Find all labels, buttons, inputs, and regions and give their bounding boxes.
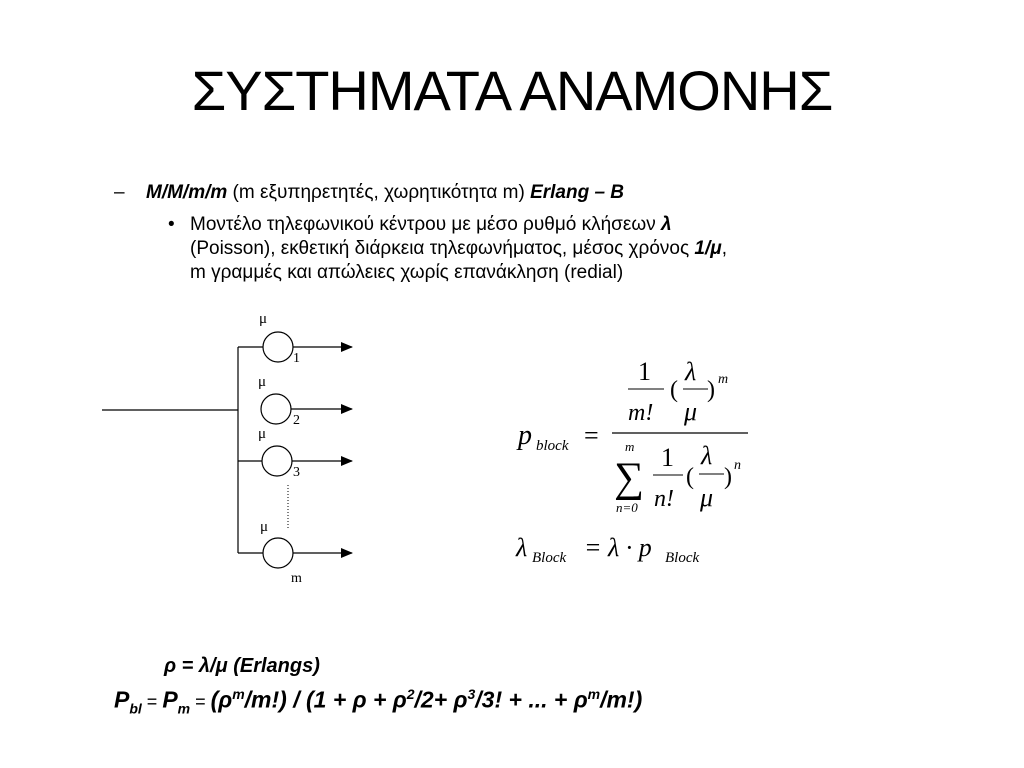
right-paren: ) [707,377,715,403]
details-line2: (Poisson), εκθετική διάρκεια τηλεφωνήματος, μέσος χρόνος [190,238,695,259]
superscript-m: m [232,686,245,702]
server-label: m [291,571,302,586]
sum-upper-limit: m [625,439,635,454]
lambda-symbol: λ [661,214,672,235]
inverse-mu: 1/μ [694,238,722,259]
mu-symbol: μ [700,483,714,512]
right-paren: ) [724,464,732,490]
exponent-m: m [718,372,729,387]
expr-part: /m!) / (1 + ρ + ρ [244,686,407,713]
mu-symbol: μ [684,397,698,426]
m-subscript: m [177,700,191,717]
p-bl-symbol: P [114,686,130,713]
superscript-2: 2 [406,686,415,702]
superscript-3: 3 [467,686,476,702]
details-line3: m γραμμές και απώλειες χωρίς επανάκληση (redial) [190,262,624,283]
block-subscript: block [536,438,569,454]
exponent-n: n [734,458,741,473]
equals-sign: = [141,691,163,712]
details-line1: Μοντέλο τηλεφωνικού κέντρου με μέσο ρυθμό κλήσεων [190,214,661,235]
lambda-block-rhs: = λ · p [584,533,652,562]
model-description: (m εξυπηρετητές, χωρητικότητα m) [227,182,531,203]
equals-sign: = [190,691,211,712]
lambda-symbol: λ [685,357,697,386]
left-paren: ( [686,464,694,490]
comma: , [721,238,728,259]
service-rate: μ [260,519,269,535]
service-rate: μ [258,374,267,390]
lambda-symbol: λ [701,441,713,470]
blocking-probability-formula [114,686,642,716]
dash-marker: – [114,182,125,203]
server-label: 3 [293,465,300,480]
server-label: 2 [293,413,300,428]
slide-title: ΣΥΣΤΗΜΑΤΑ ΑΝΑΜΟΝΗΣ [191,59,833,122]
model-name: Erlang – B [530,182,625,203]
numerator-one: 1 [638,357,651,386]
server-label: 1 [293,351,300,366]
m-factorial: m! [628,400,654,426]
expr-part: /3! + ... + ρ [475,686,588,713]
block-subscript: Block [665,550,700,566]
sum-lower-limit: n=0 [616,500,638,515]
lambda-block-symbol: λ [516,533,528,562]
expr-part: (ρ [210,686,233,713]
n-factorial: n! [654,486,674,512]
service-rate: μ [259,311,268,327]
sum-symbol: ∑ [614,455,644,501]
model-notation: M/M/m/m [146,182,228,203]
p-symbol: p [518,420,532,451]
bl-subscript: bl [129,700,142,717]
equals-sign: = [584,421,599,450]
superscript-m: m [587,686,601,702]
left-paren: ( [670,377,678,403]
denominator-one: 1 [661,443,674,472]
rho-definition: ρ = λ/μ (Erlangs) [164,655,320,677]
p-m-symbol: P [162,686,178,713]
expr-part: /2+ ρ [414,686,468,713]
expr-part: /m!) [600,686,643,713]
service-rate: μ [258,426,267,442]
bullet-dot: • [168,214,175,235]
block-subscript: Block [532,550,567,566]
